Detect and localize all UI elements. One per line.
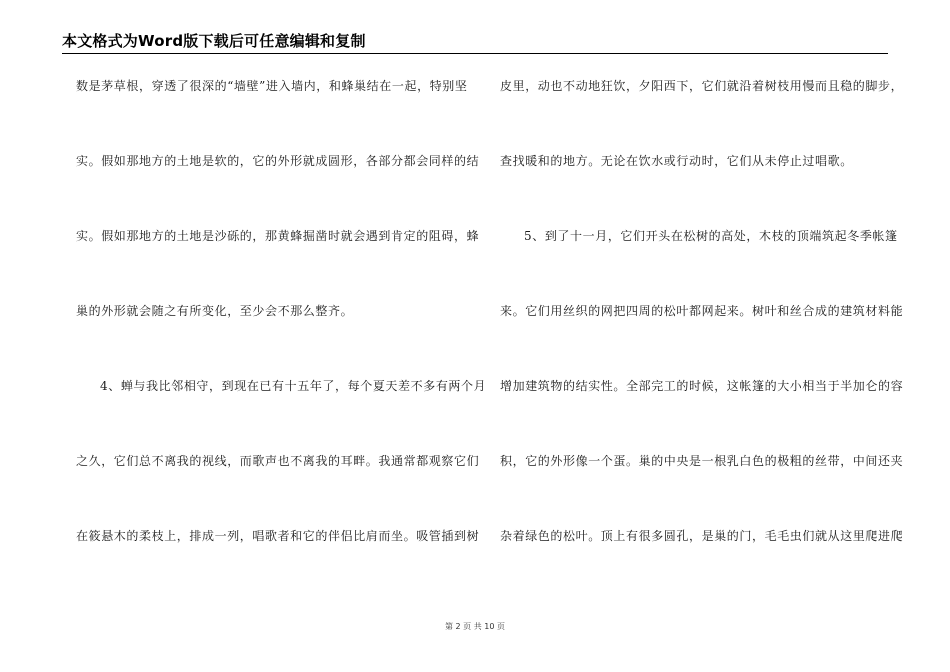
- paragraph-line: 数是茅草根，穿透了很深的“墙壁”进入墙内，和蜂巢结在一起，特别坚: [76, 79, 468, 93]
- header-divider: [62, 53, 888, 54]
- document-header-title: 本文格式为Word版下载后可任意编辑和复制: [62, 32, 366, 50]
- paragraph-line: 实。假如那地方的土地是软的，它的外形就成圆形，各部分都会同样的结: [76, 154, 480, 168]
- paragraph-line: 增加建筑物的结实性。全部完工的时候，这帐篷的大小相当于半加仑的容: [500, 379, 904, 393]
- paragraph-line: 实。假如那地方的土地是沙砾的，那黄蜂掘凿时就会遇到肯定的阻碍，蜂: [76, 229, 480, 243]
- paragraph-line: 在筱悬木的柔枝上，排成一列，唱歌者和它的伴侣比肩而坐。吸管插到树: [76, 529, 480, 543]
- paragraph-line: 积，它的外形像一个蛋。巢的中央是一根乳白色的极粗的丝带，中间还夹: [500, 454, 904, 468]
- paragraph-line: 皮里，动也不动地狂饮，夕阳西下，它们就沿着树枝用慢而且稳的脚步，: [500, 79, 904, 93]
- paragraph-line: 之久，它们总不离我的视线，而歌声也不离我的耳畔。我通常都观察它们: [76, 454, 480, 468]
- paragraph-line: 4、蝉与我比邻相守，到现在已有十五年了，每个夏天差不多有两个月: [100, 379, 487, 393]
- page-number-footer: 第 2 页 共 10 页: [445, 622, 505, 631]
- paragraph-line: 5、到了十一月，它们开头在松树的高处，木枝的顶端筑起冬季帐篷: [524, 229, 898, 243]
- paragraph-line: 杂着绿色的松叶。顶上有很多圆孔，是巢的门，毛毛虫们就从这里爬进爬: [500, 529, 904, 543]
- paragraph-line: 来。它们用丝织的网把四周的松叶都网起来。树叶和丝合成的建筑材料能: [500, 304, 904, 318]
- paragraph-line: 查找暖和的地方。无论在饮水或行动时，它们从未停止过唱歌。: [500, 154, 853, 168]
- paragraph-line: 巢的外形就会随之有所变化，至少会不那么整齐。: [76, 304, 354, 318]
